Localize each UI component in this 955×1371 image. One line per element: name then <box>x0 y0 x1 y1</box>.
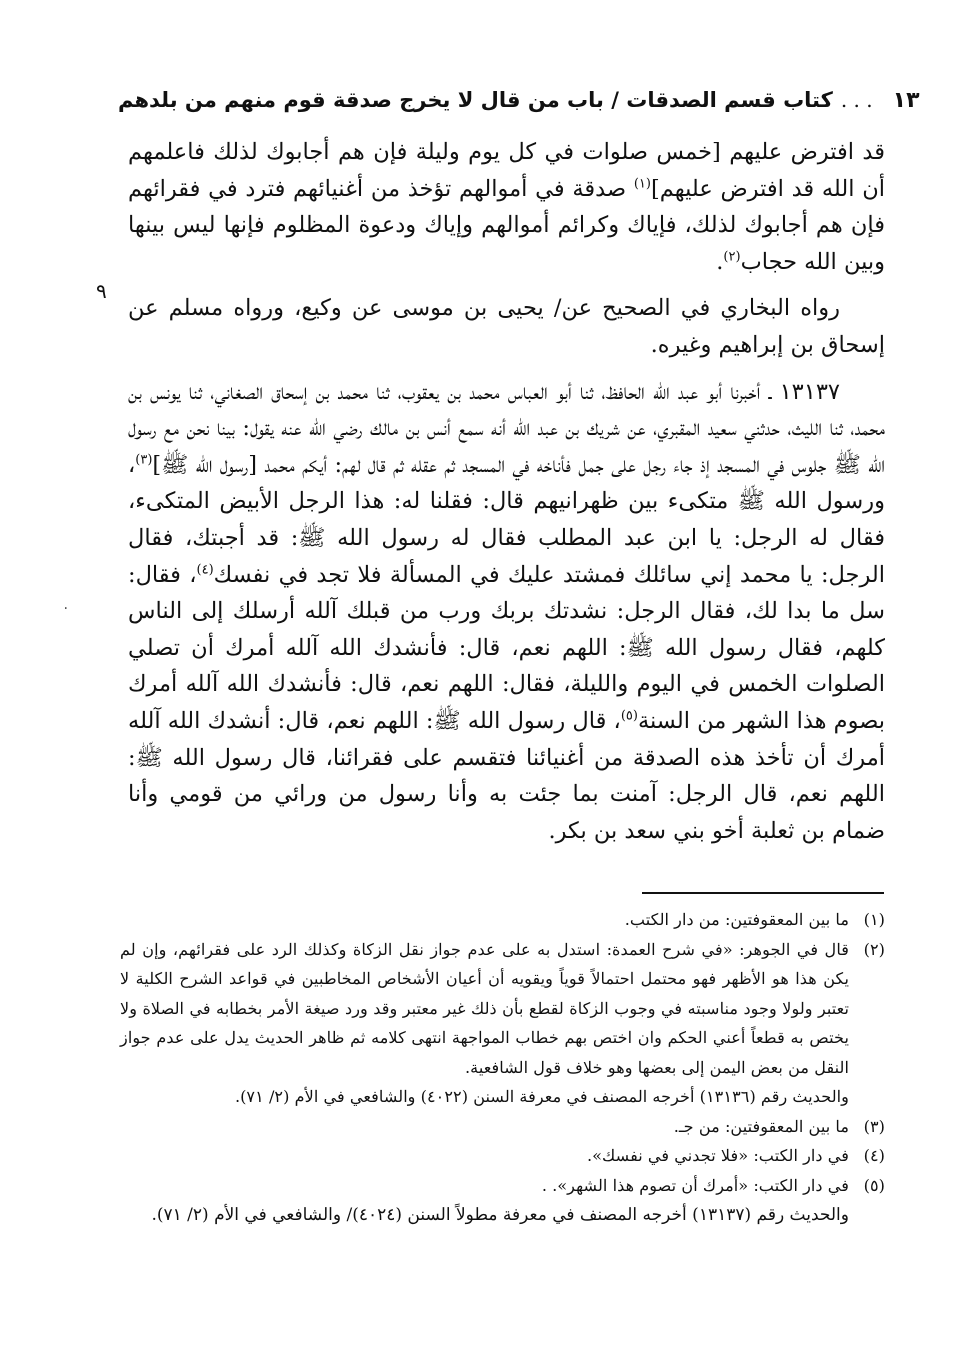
footnote-number: (٤) <box>863 1146 885 1165</box>
page-number: ١٣ <box>892 87 920 113</box>
side-mark: ٠ <box>62 600 70 616</box>
footnote-2 <box>120 935 885 1083</box>
p1-part-b: صدقة في أموالهم تؤخذ من أغنيائهم فترد في فقرائهم فإن هم أجابوك لذلك، فإياك وكرائم أموالهم وإياك ودعوة المظلوم فإنها ليس بينها وبين الله حجاب <box>128 175 885 275</box>
paragraph-3 <box>128 374 885 850</box>
paragraph-2: رواه البخاري في الصحيح عن/ يحيى بن موسى عن وكيع، ورواه مسلم عن إسحاق بن إبراهيم وغيره. <box>128 295 885 358</box>
footnote-text: قال في الجوهر: «في شرح العمدة: استدل به على عدم جواز نقل الزكاة وكذلك الرد على فقرائهم، وإن لم يكن هذا هو الأظهر فهو محتمل احتمالاً قوياً ويقويه أن أعيان الأشخاص المخاطبين في قواعد الشرح الكلية لا تعتبر ولولا وجود مناسبته في وجوب الزكاة لقطع بأن ذلك غير معتبر وقد ورد صيغة الأمر بخطابه في الصلاة ولا يختص به قطعاً أعني الحكم وان اختص بهم خطاب المواجهة انتهى كلامه ثم ظاهر الحديث يدل على عدم جواز النقل من بعض اليمن إلى بعضها وهو خلاف قول الشافعية. <box>120 939 849 1077</box>
footnote-5 <box>120 1171 885 1201</box>
footnote-number: (١) <box>863 910 885 929</box>
p3-part-b: ، ورسول الله ﷺ متكىء بين ظهرانيهم قال: فقلنا له: هذا الرجل الأبيض المتكىء، فقال له الرجل: يا ابن عبد المطلب فقال له رسول الله ﷺ: قد أجبتك، فقال الرجل: يا محمد إني سائلك فمشتد عليك في المسألة فلا تجد في نفسك <box>128 451 885 588</box>
footnote-text: في دار الكتب: «أمرك أن تصوم هذا الشهر». . <box>541 1175 849 1195</box>
footnote-4 <box>120 1141 885 1171</box>
p3-part-a: ١٣١٣٧ ـ أخبرنا أبو عبد الله الحافظ، ثنا أبو العباس محمد بن يعقوب، ثنا محمد بن إسحاق الصغاني، ثنا يونس بن محمد، ثنا الليث، حدثني سعيد المقبري، عن شريك بن عبد الله أنه سمع أنس بن مالك رضي الله عنه يقول: بينا نحن مع رسول الله ﷺ جلوس في المسجد إذ جاء رجل على جمل فأناخه في المسجد ثم عقله ثم قال لهم: أيكم محمد [رسول الله ﷺ] <box>128 378 885 478</box>
p1-part-c: . <box>716 248 724 275</box>
footnote-ref-1: (١) <box>633 176 651 192</box>
main-text <box>128 134 885 849</box>
footnote-ref-5: (٥) <box>620 708 638 724</box>
footnote-ref-2: (٢) <box>723 249 741 265</box>
footnote-2-continuation: والحديث رقم (١٣١٣٦) أخرجه المصنف في معرفة السنن (٤٠٢٢) والشافعي في الأم (٢/ ٧١). <box>234 1087 849 1106</box>
p3-part-c: ، فقال: سل ما بدا لك، فقال الرجل: نشدتك بربك ورب من قبلك آلله أرسلك إلى الناس كلهم، فقال رسول الله ﷺ: اللهم نعم، قال: فأنشدك الله آلله أمرك أن تصلي الصلوات الخمس في اليوم والليلة، فقال: اللهم نعم، قال: فأنشدك الله آلله أمرك بصوم هذا الشهر من السنة <box>128 561 886 734</box>
paragraph-1 <box>128 134 885 280</box>
footnote-text: في دار الكتب: «فلا تجدني في نفسك». <box>586 1146 849 1165</box>
footnote-number: (٣) <box>863 1116 885 1136</box>
p3-part-d: ، قال رسول الله ﷺ: اللهم نعم، قال: أنشدك الله آلله أمرك أن تأخذ هذه الصدقة من أغنيائنا فتقسم على فقرائنا، قال رسول الله ﷺ: اللهم نعم، قال الرجل: آمنت بما جئت به وأنا رسول من ورائي من قومي وأنا ضمام بن ثعلبة أخو بني سعد بن بكر. <box>128 707 885 844</box>
footnote-3 <box>120 1112 885 1142</box>
footnote-ref-3: (٣) <box>135 452 153 468</box>
header-title: كتاب قسم الصدقات / باب من قال لا يخرج صدقة قوم منهم من بلدهم <box>118 88 833 112</box>
footnote-divider <box>642 892 884 894</box>
p1-part-a: قد افترض عليهم [خمس صلوات في كل يوم وليلة فإن هم أجابوك لذلك فاعلمهم أن الله قد افترض عليهم] <box>128 139 885 202</box>
footnote-text: ما بين المعقوفتين: من جـ. <box>673 1116 849 1136</box>
footnotes <box>120 905 885 1230</box>
header-dots: . . . <box>840 88 873 112</box>
footnote-number: (٢) <box>863 939 885 959</box>
footnote-1 <box>120 905 885 935</box>
footnote-text: ما بين المعقوفتين: من دار الكتب. <box>624 910 849 929</box>
footnote-number: (٥) <box>863 1175 885 1195</box>
margin-page-marker: ٩ <box>96 279 107 303</box>
running-header <box>118 80 920 120</box>
footnote-ref-4: (٤) <box>196 562 214 578</box>
footnote-5-continuation: والحديث رقم (١٣١٣٧) أخرجه المصنف في معرفة مطولاً السنن (٤٠٢٤)/ والشافعي في الأم (٢/ ٧١). <box>151 1205 849 1225</box>
